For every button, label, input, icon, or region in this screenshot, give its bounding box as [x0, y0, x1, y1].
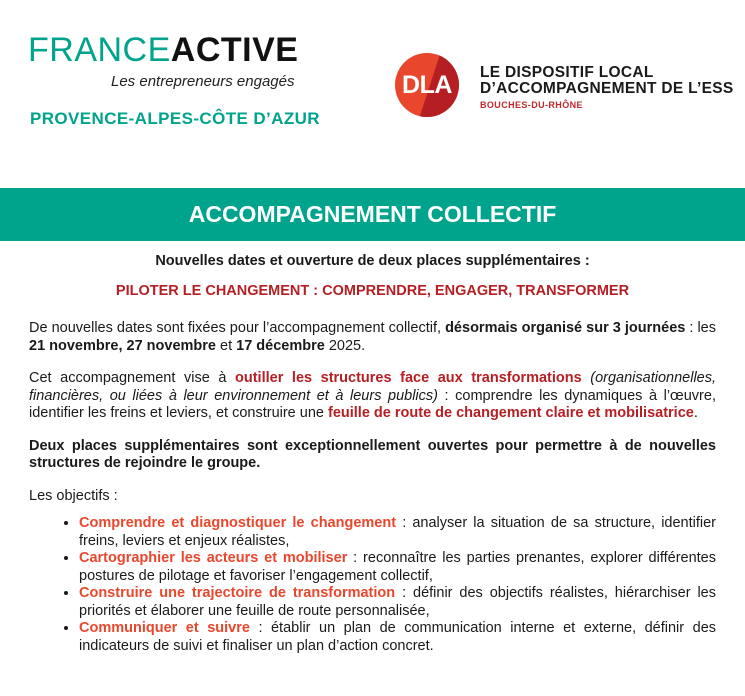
- france-active-wordmark: FRANCEACTIVE: [28, 31, 299, 69]
- paragraph-places: Deux places supplémentaires sont exceptionnellement ouvertes pour permettre à de nouvelles structures de rejoindre le groupe.: [29, 437, 716, 471]
- list-item: • Cartographier les acteurs et mobiliser : reconnaître les parties prenantes, explorer différentes postures de pilotage et favoriser l’engagement collectif,: [79, 550, 716, 585]
- objectives-label: Les objectifs :: [29, 487, 118, 504]
- dla-logo: [395, 50, 745, 120]
- dla-badge-icon: DLA: [395, 53, 459, 117]
- paragraph-description: Cet accompagnement vise à outiller les structures face aux transformations (organisationnelles, financières, ou liées à leur environnement et à leurs publics) : comprendre les dynamiques à l’œuvre, identifier les freins et leviers, et construire une feuille de route de changement claire et mobilisatrice.: [29, 370, 717, 421]
- header: [0, 0, 745, 170]
- content-body: [29, 320, 716, 655]
- dla-location: BOUCHES-DU-RHÔNE: [480, 100, 583, 110]
- dla-line2: D’ACCOMPAGNEMENT DE L’ESS: [480, 80, 734, 97]
- list-item: • Construire une trajectoire de transformation : définir des objectifs réalistes, hiérarchiser les priorités et élaborer une feuille de route personnalisée,: [79, 585, 716, 620]
- dla-line1: LE DISPOSITIF LOCAL: [480, 64, 654, 81]
- france-active-logo: [28, 31, 348, 128]
- objectives-list: [29, 515, 716, 655]
- paragraph-dates: De nouvelles dates sont fixées pour l’accompagnement collectif, désormais organisé sur 3 journées : les 21 novembre, 27 novembre et 17 décembre 2025.: [29, 320, 716, 354]
- program-title: PILOTER LE CHANGEMENT : COMPRENDRE, ENGAGER, TRANSFORMER: [115, 283, 630, 299]
- region-label: PROVENCE-ALPES-CÔTE D’AZUR: [30, 109, 320, 128]
- page-title-banner: ACCOMPAGNEMENT COLLECTIF: [0, 188, 745, 241]
- france-active-tagline: Les entrepreneurs engagés: [111, 73, 295, 90]
- list-item: • Communiquer et suivre : établir un plan de communication interne et externe, définir des indicateurs de suivi et finaliser un plan d’action concret.: [79, 620, 716, 655]
- subtitle: Nouvelles dates et ouverture de deux places supplémentaires :: [155, 253, 590, 269]
- list-item: • Comprendre et diagnostiquer le changement : analyser la situation de sa structure, identifier freins, leviers et enjeux réalistes,: [79, 515, 716, 550]
